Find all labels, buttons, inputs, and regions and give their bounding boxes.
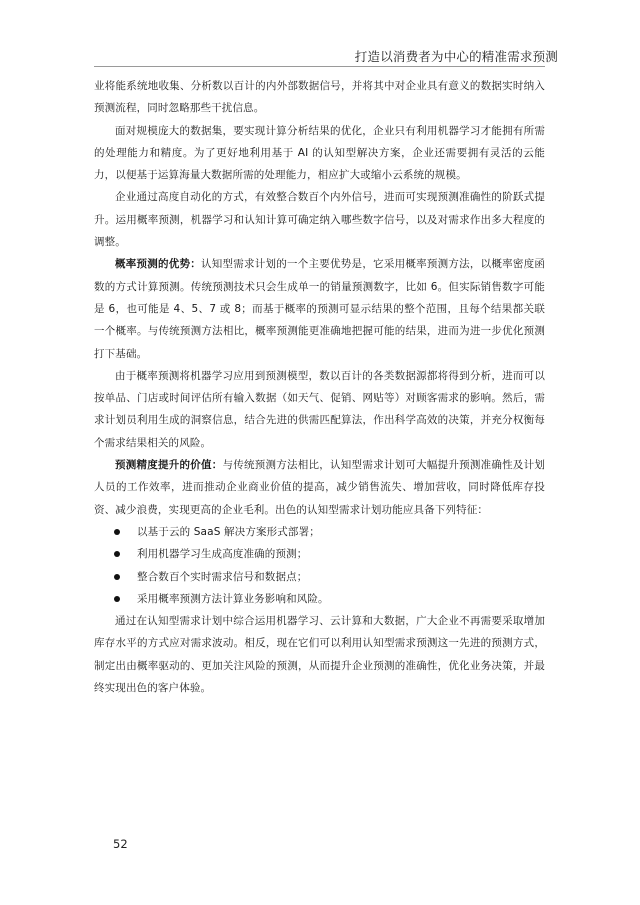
list-item xyxy=(94,521,545,543)
page-header-title: 打造以消费者为中心的精准需求预测 xyxy=(354,49,558,64)
probabilistic-advantage-text: 认知型需求计划的一个主要优势是，它采用概率预测方法，以概率密度函数的方式计算预测。传统预测技术只会生成单一的销量预测数字，比如 6。但实际销售数字可能是 6，也可能是 4、5、7 或 8；而基于概率的预测可显示结果的整个范围，且每个结果都关联一个概率。与传统预测方法相比，概率预测能更准确地把握可能的结果，进而为进一步优化预测打下基础。 xyxy=(94,258,545,360)
list-item xyxy=(94,566,545,588)
feature-list xyxy=(94,521,545,610)
bullet-icon xyxy=(114,529,120,535)
paragraph-automation: 企业通过高度自动化的方式，有效整合数百个内外信号，进而可实现预测准确性的阶跃式提升。运用概率预测，机器学习和认知计算可确定纳入哪些数字信号，以及对需求作出多大程度的调整。 xyxy=(94,191,545,249)
list-item xyxy=(94,588,545,610)
list-item xyxy=(94,543,545,565)
bullet-icon xyxy=(114,574,120,580)
page-number: 52 xyxy=(113,837,128,851)
paragraph-continuation: 业将能系统地收集、分析数以百计的内外部数据信号，并将其中对企业具有意义的数据实时纳入预测流程，同时忽略那些干扰信息。 xyxy=(94,80,545,115)
bullet-icon xyxy=(114,551,120,557)
paragraph-data-sources: 由于概率预测将机器学习应用到预测模型，数以百计的各类数据源都将得到分析，进而可以按单品、门店或时间评估所有输入数据（如天气、促销、网贴等）对顾客需求的影响。然后，需求计划员利用生成的洞察信息，结合先进的供需匹配算法，作出科学高效的决策，并充分权衡每个需求结果相关的风险。 xyxy=(94,369,545,449)
list-item-text: 采用概率预测方法计算业务影响和风险。 xyxy=(137,592,329,605)
list-item-text: 以基于云的 SaaS 解决方案形式部署； xyxy=(137,525,320,538)
accuracy-value-text: 与传统预测方法相比，认知型需求计划可大幅提升预测准确性及计划人员的工作效率，进而推动企业商业价值的提高，减少销售流失、增加营收，同时降低库存投资、减少浪费，实现更高的企业毛利。出色的认知型需求计划功能应具备下列特征： xyxy=(94,459,546,516)
paragraph-conclusion: 通过在认知型需求计划中综合运用机器学习、云计算和大数据，广大企业不再需要采取增加库存水平的方式应对需求波动。相反，现在它们可以利用认知型需求预测这一先进的预测方式，制定出由概率驱动的、更加关注风险的预测，从而提升企业预测的准确性，优化业务决策，并最终实现出色的客户体验。 xyxy=(94,615,545,695)
paragraph-probabilistic-advantage xyxy=(94,253,545,364)
probabilistic-advantage-label: 概率预测的优势： xyxy=(115,258,202,271)
bullet-icon xyxy=(114,596,120,602)
list-item-text: 利用机器学习生成高度准确的预测； xyxy=(137,548,308,561)
paragraph-machine-learning: 面对规模庞大的数据集，要实现计算分析结果的优化，企业只有利用机器学习才能拥有所需的处理能力和精度。为了更好地利用基于 AI 的认知型解决方案，企业还需要拥有灵活的云能力，以便基于运算海量大数据所需的处理能力，相应扩大或缩小云系统的规模。 xyxy=(94,124,545,182)
header-divider xyxy=(94,66,545,67)
list-item-text: 整合数百个实时需求信号和数据点； xyxy=(137,570,308,583)
paragraph-accuracy-value xyxy=(94,454,545,521)
page-body xyxy=(94,75,545,699)
accuracy-value-label: 预测精度提升的价值： xyxy=(115,459,223,472)
